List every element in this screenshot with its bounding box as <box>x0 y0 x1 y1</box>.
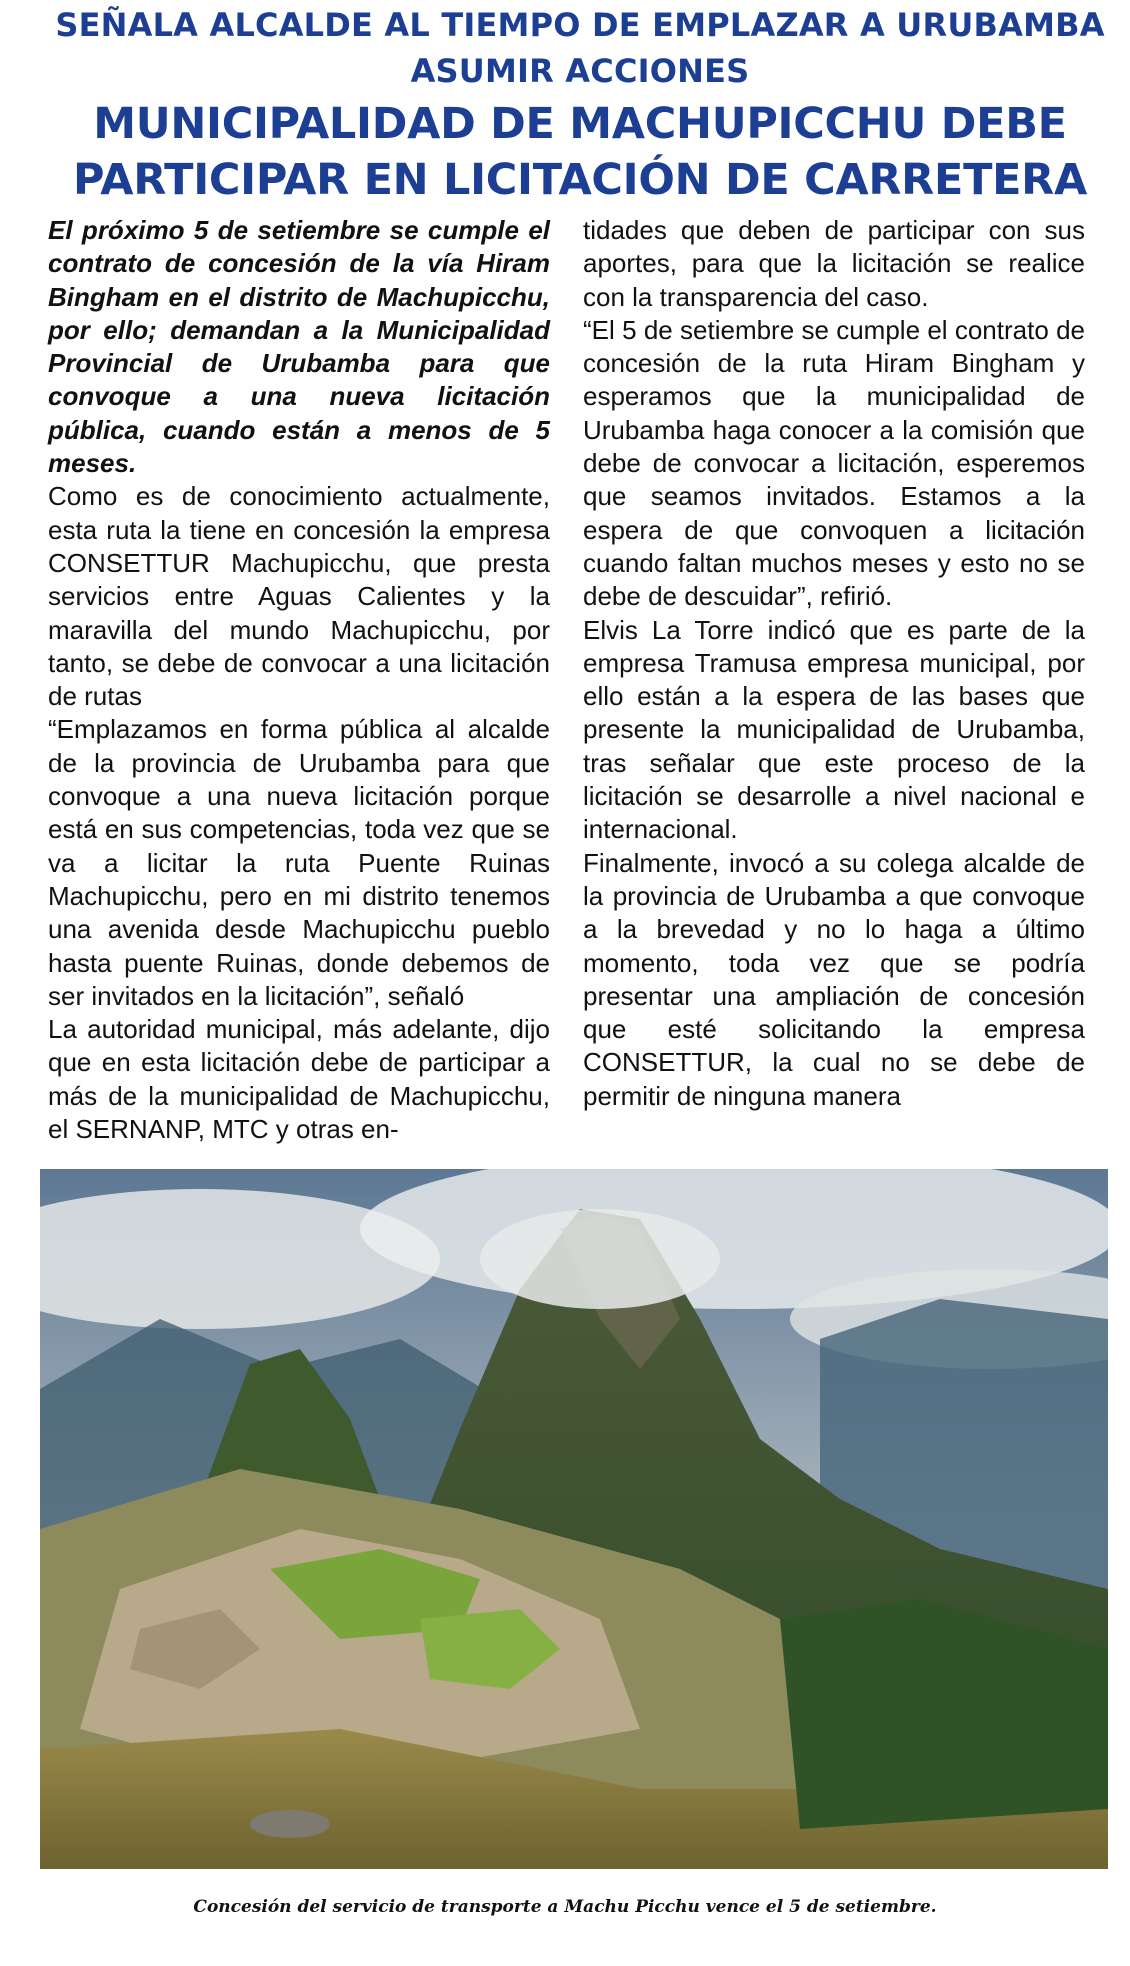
machu-picchu-photo <box>40 1169 1108 1869</box>
article-lead: El próximo 5 de setiembre se cumple el contrato de concesión de la vía Hiram Bingham en el distrito de Machupicchu, por ello; demandan a la Municipalidad Provincial de Urubamba para que convoque a una nueva licitación pública, cuando están a menos de 5 meses. <box>48 215 550 479</box>
article-paragraph: Finalmente, invocó a su colega alcalde de la provincia de Urubamba a que convoque a la brevedad y no lo haga a último momento, toda vez que se podría presentar una ampliación de concesión que esté solicitando la empresa CONSETTUR, la cual no se debe de permitir de ninguna manera <box>583 847 1085 1111</box>
article-paragraph: La autoridad municipal, más adelante, dijo que en esta licitación debe de participar a más de la municipalidad de Machupicchu, el SERNANP, MTC y otras en- <box>48 1014 550 1145</box>
article-column-left <box>48 214 550 1146</box>
article-paragraph: Elvis La Torre indicó que es parte de la empresa Tramusa empresa municipal, por ello están a la espera de las bases que presente la municipalidad de Urubamba, tras señalar que este proceso de la licitación se desarrolle a nivel nacional e internacional. <box>583 614 1085 845</box>
article-paragraph: tidades que deben de participar con sus aportes, para que la licitación se realice con la transparencia del caso. <box>583 215 1085 312</box>
photo-caption: Concesión del servicio de transporte a Machu Picchu vence el 5 de setiembre. <box>193 1897 937 1917</box>
article-column-right <box>583 214 1085 1113</box>
article-paragraph: “El 5 de setiembre se cumple el contrato de concesión de la ruta Hiram Bingham y esperamos que la municipalidad de Urubamba haga conocer a la comisión que debe de convocar a licitación, esperemos que seamos invitados. Estamos a la espera de que convoquen a licitación cuando faltan muchos meses y esto no se debe de descuidar”, refirió. <box>583 314 1085 612</box>
article-paragraph: Como es de conocimiento actualmente, esta ruta la tiene en concesión la empresa CONSETTUR Machupicchu, que presta servicios entre Aguas Calientes y la maravilla del mundo Machupicchu, por tanto, se debe de convocar a una licitación de rutas <box>48 481 550 712</box>
article-kicker: SEÑALA ALCALDE AL TIEMPO DE EMPLAZAR A URUBAMBA ASUMIR ACCIONES <box>55 6 1105 90</box>
article-paragraph: “Emplazamos en forma pública al alcalde de la provincia de Urubamba para que convoque a una nueva licitación porque está en sus competencias, toda vez que se va a licitar la ruta Puente Ruinas Machupicchu, pero en mi distrito tenemos una avenida desde Machupicchu pueblo hasta puente Ruinas, donde debemos de ser invitados en la licitación”, señaló <box>48 714 550 1011</box>
photo-illustration <box>40 1169 1108 1869</box>
article-headline: MUNICIPALIDAD DE MACHUPICCHU DEBE PARTICIPAR EN LICITACIÓN DE CARRETERA <box>73 99 1087 205</box>
